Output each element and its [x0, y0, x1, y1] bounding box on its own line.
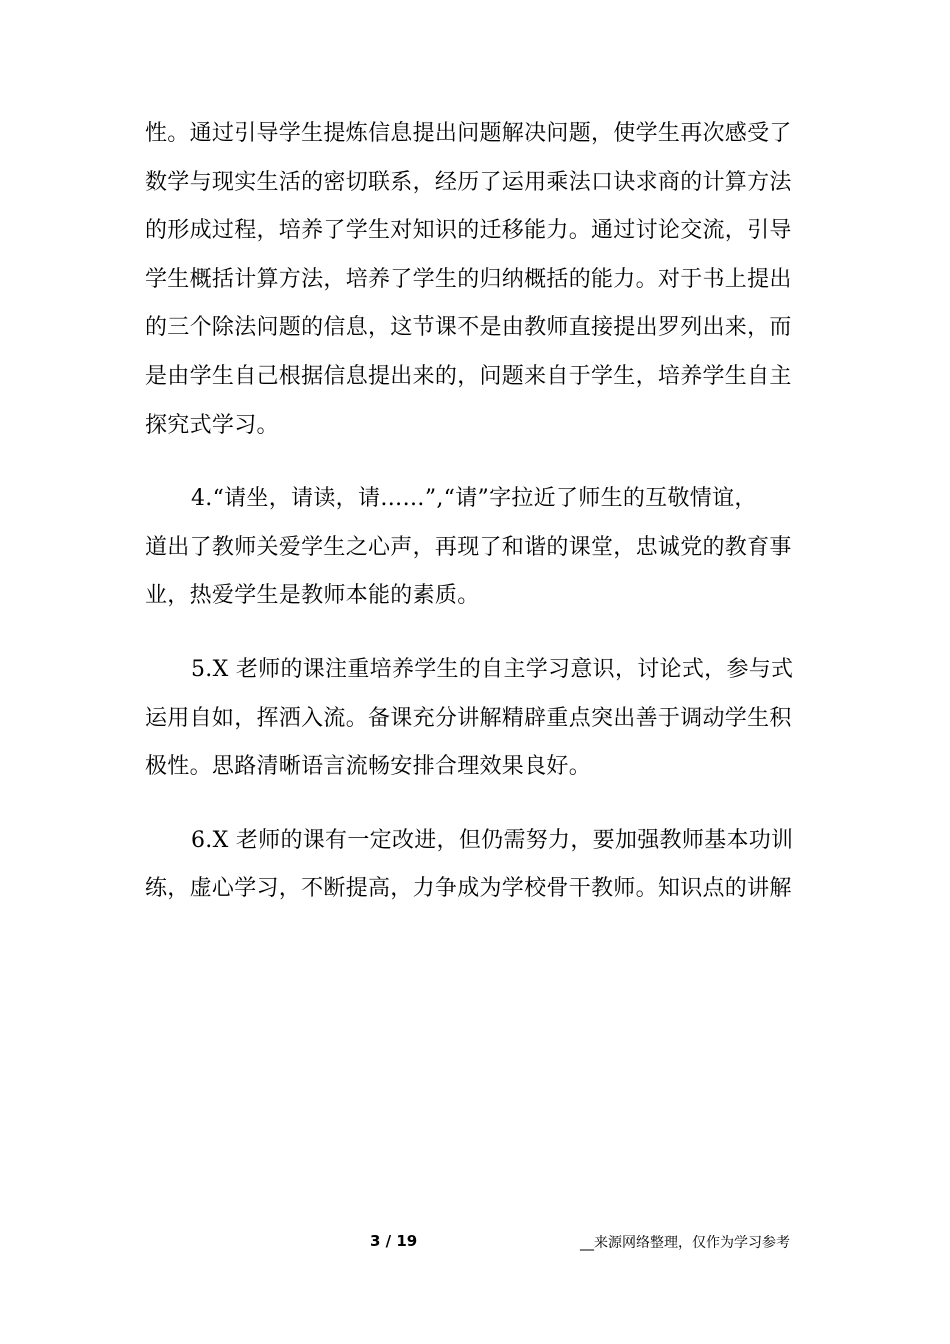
text-line: 性。通过引导学生提炼信息提出问题解决问题，使学生再次感受了: [145, 121, 792, 146]
text-line: 4.“请坐，请读，请……”,“请”字拉近了师生的互敬情谊，: [191, 486, 757, 512]
paragraph: [145, 646, 805, 792]
body-text: [145, 110, 805, 914]
text-line: 业，热爱学生是教师本能的素质。: [145, 583, 480, 609]
page-footer: [0, 1232, 950, 1256]
source-note: __来源网络整理，仅作为学习参考: [580, 1235, 790, 1251]
text-line: 道出了教师关爱学生之心声，再现了和谐的课堂，忠诚党的教育事: [145, 534, 792, 560]
text-line: 运用自如，挥洒入流。备课充分讲解精辟重点突出善于调动学生积: [145, 705, 792, 731]
paragraph: [145, 475, 805, 621]
text-line: 的三个除法问题的信息，这节课不是由教师直接提出罗列出来，而: [145, 315, 792, 341]
text-line: 5.X 老师的课注重培养学生的自主学习意识，讨论式，参与式: [191, 656, 794, 682]
text-line: 探究式学习。: [145, 412, 279, 438]
text-line: 6.X 老师的课有一定改进，但仍需努力，要加强教师基本功训: [191, 827, 794, 853]
text-line: 练，虚心学习，不断提高，力争成为学校骨干教师。知识点的讲解: [145, 876, 792, 902]
text-line: 极性。思路清晰语言流畅安排合理效果良好。: [145, 754, 592, 780]
paragraph: [145, 110, 805, 450]
page-number: 3 / 19: [370, 1232, 418, 1250]
paragraph: [145, 817, 805, 914]
text-line: 数学与现实生活的密切联系，经历了运用乘法口诀求商的计算方法: [145, 169, 792, 195]
text-line: 是由学生自己根据信息提出来的，问题来自于学生，培养学生自主: [145, 363, 792, 389]
text-line: 学生概括计算方法，培养了学生的归纳概括的能力。对于书上提出: [145, 266, 792, 292]
text-line: 的形成过程，培养了学生对知识的迁移能力。通过讨论交流，引导: [145, 218, 792, 244]
